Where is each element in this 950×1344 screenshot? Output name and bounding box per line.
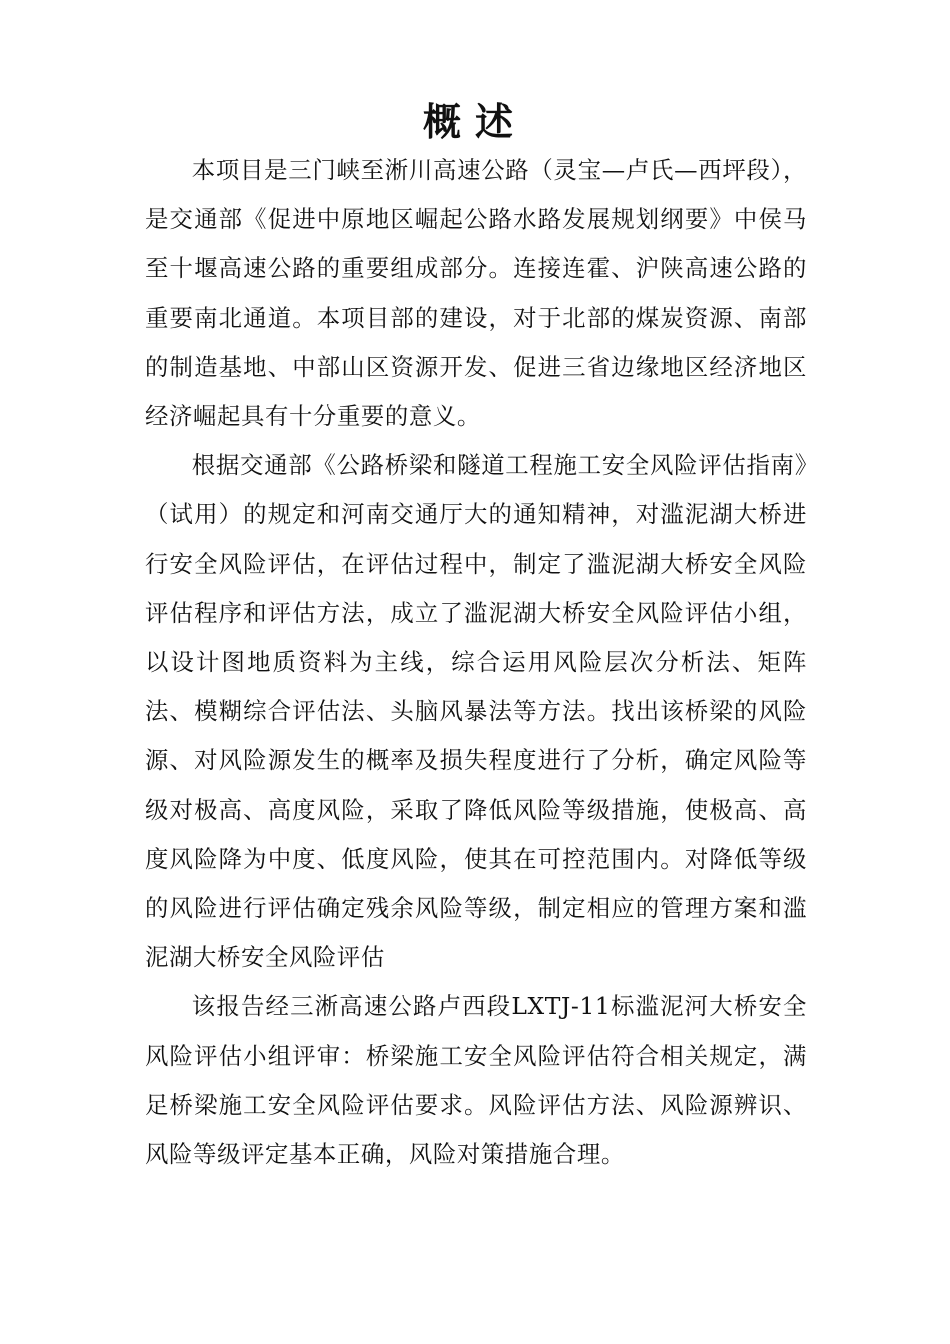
paragraph-review-conclusion: 该报告经三淅高速公路卢西段LXTJ-11标滥泥河大桥安全风险评估小组评审：桥梁施工安全风险评估符合相关规定，满足桥梁施工安全风险评估要求。风险评估方法、风险源辨识、风险等级评定基本正确，风险对策措施合理。	[145, 992, 807, 1169]
paragraph-assessment-basis: 根据交通部《公路桥梁和隧道工程施工安全风险评估指南》（试用）的规定和河南交通厅大的通知精神，对滥泥湖大桥进行安全风险评估，在评估过程中，制定了滥泥湖大桥安全风险评估程序和评估方法，成立了滥泥湖大桥安全风险评估小组，以设计图地质资料为主线，综合运用风险层次分析法、矩阵法、模糊综合评估法、头脑风暴法等方法。找出该桥梁的风险源、对风险源发生的概率及损失程度进行了分析，确定风险等级对极高、高度风险，采取了降低风险等级措施，使极高、高度风险降为中度、低度风险，使其在可控范围内。对降低等级的风险进行评估确定残余风险等级，制定相应的管理方案和滥泥湖大桥安全风险评估	[145, 451, 807, 972]
page-title: 概述	[422, 100, 527, 144]
paragraph-project-overview: 本项目是三门峡至淅川高速公路（灵宝—卢氏—西坪段），是交通部《促进中原地区崛起公路水路发展规划纲要》中侯马至十堰高速公路的重要组成部分。连接连霍、沪陕高速公路的重要南北通道。本项目部的建设，对于北部的煤炭资源、南部的制造基地、中部山区资源开发、促进三省边缘地区经济地区经济崛起具有十分重要的意义。	[145, 156, 807, 431]
document-body	[145, 146, 807, 1179]
